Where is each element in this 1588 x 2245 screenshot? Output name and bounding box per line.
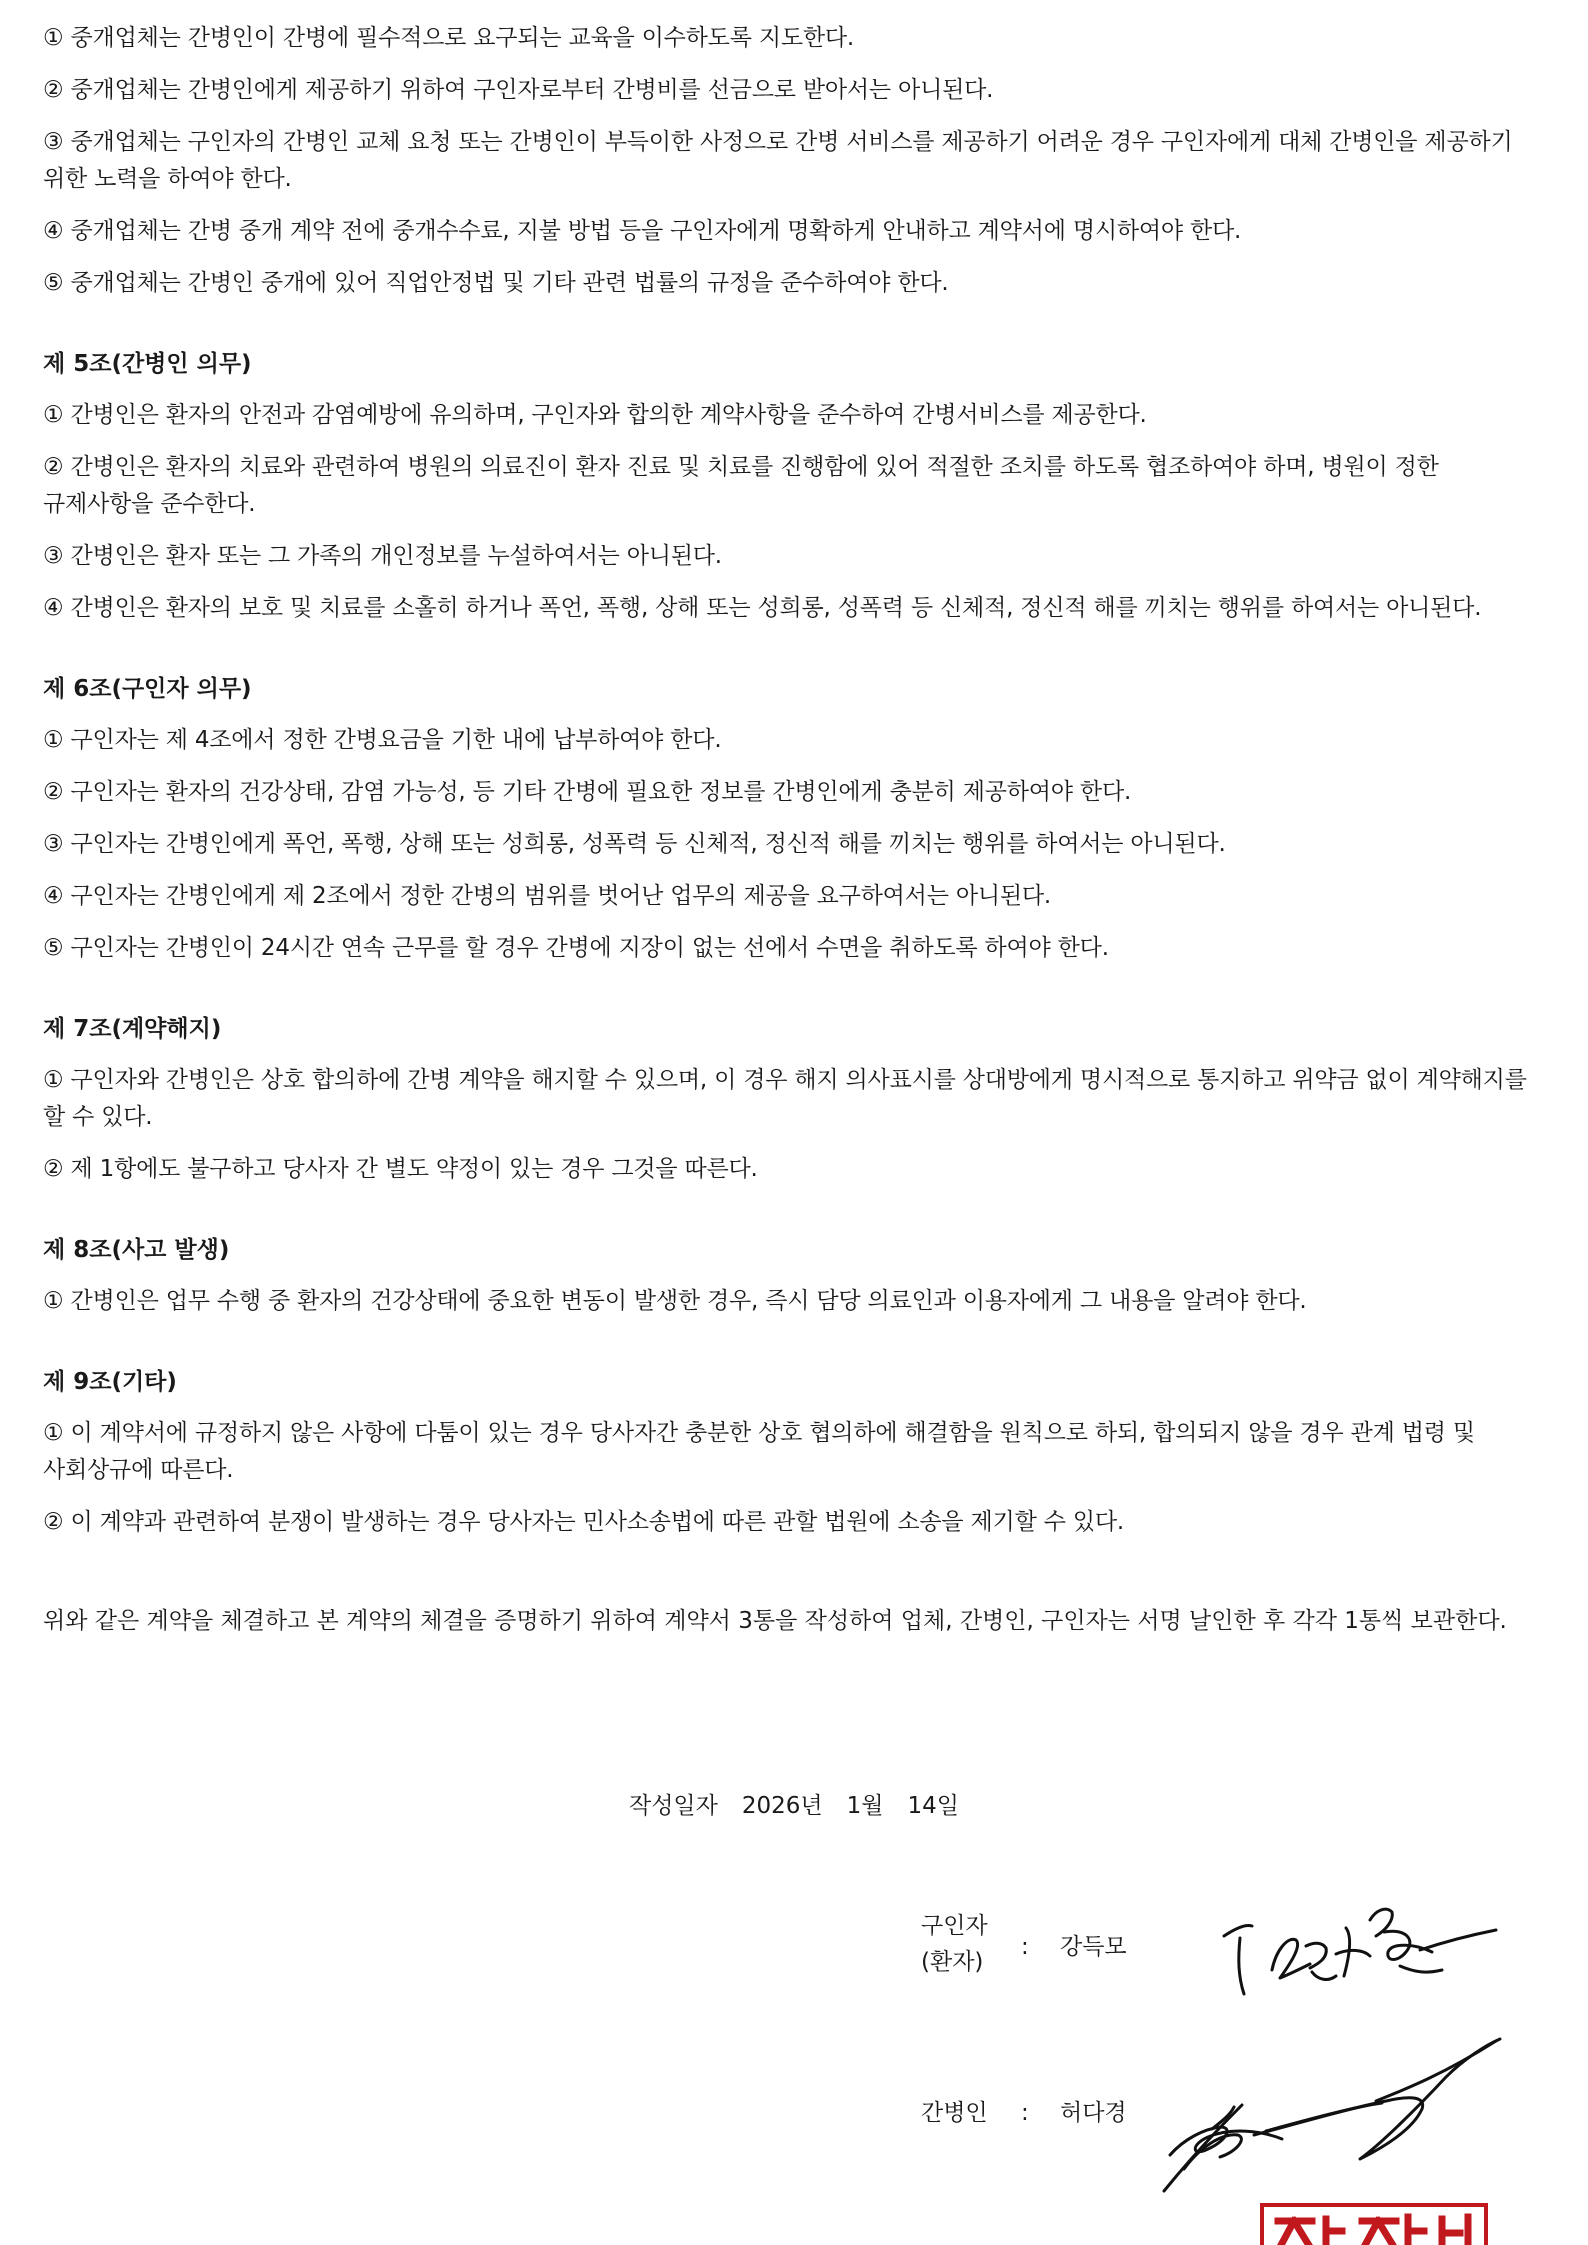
signatory-role-line: 간병인	[921, 2100, 988, 2126]
date-month: 1월	[846, 1793, 884, 1819]
clause-item: ⑤ 중개업체는 간병인 중개에 있어 직업안정법 및 기타 관련 법률의 규정을 준수하여야 한다.	[43, 270, 949, 296]
closing-statement: 위와 같은 계약을 체결하고 본 계약의 체결을 증명하기 위하여 계약서 3통을 작성하여 업체, 간병인, 구인자는 서명 날인한 후 각각 1통씩 보관한다.	[43, 1608, 1507, 1634]
clause-item: ④ 간병인은 환자의 보호 및 치료를 소홀히 하거나 폭언, 폭행, 상해 또는 성희롱, 성폭력 등 신체적, 정신적 해를 끼치는 행위를 하여서는 아니된다.	[43, 595, 1482, 621]
clause-item: ① 구인자와 간병인은 상호 합의하에 간병 계약을 해지할 수 있으며, 이 경우 해지 의사표시를 상대방에게 명시적으로 통지하고 위약금 없이 계약해지를 할 수 있다.	[43, 1067, 1527, 1130]
clause-item: ② 이 계약과 관련하여 분쟁이 발생하는 경우 당사자는 민사소송법에 따른 관할 법원에 소송을 제기할 수 있다.	[43, 1509, 1124, 1535]
section-article-9	[43, 1364, 1545, 1541]
section-heading: 제 7조(계약해지)	[43, 1016, 222, 1042]
intro-clauses	[43, 20, 1545, 302]
signatory-name: 허다경	[1060, 2100, 1127, 2126]
clause-item: ① 이 계약서에 규정하지 않은 사항에 다툼이 있는 경우 당사자간 충분한 상호 협의하에 해결함을 원칙으로 하되, 합의되지 않을 경우 관계 법령 및 사회상규에 따른다.	[43, 1420, 1475, 1483]
handwritten-signature-client	[1210, 1880, 1510, 2010]
section-heading: 제 8조(사고 발생)	[43, 1237, 230, 1263]
date-label: 작성일자	[629, 1793, 718, 1819]
clause-item: ① 간병인은 환자의 안전과 감염예방에 유의하며, 구인자와 합의한 계약사항을 준수하여 간병서비스를 제공한다.	[43, 402, 1147, 428]
clause-item: ② 간병인은 환자의 치료와 관련하여 병원의 의료진이 환자 진료 및 치료를 진행함에 있어 적절한 조치를 하도록 협조하여야 하며, 병원이 정한 규제사항을 준수한다.	[43, 454, 1439, 517]
section-article-6	[43, 671, 1545, 967]
clause-item: ③ 중개업체는 구인자의 간병인 교체 요청 또는 간병인이 부득이한 사정으로 간병 서비스를 제공하기 어려운 경우 구인자에게 대체 간병인을 제공하기 위한 노력을 하여야 한다.	[43, 129, 1513, 192]
signatory-role	[921, 1908, 988, 1980]
signatory-name: 강득모	[1060, 1934, 1127, 1960]
clause-item: ③ 간병인은 환자 또는 그 가족의 개인정보를 누설하여서는 아니된다.	[43, 543, 722, 569]
section-article-7	[43, 1011, 1545, 1188]
clause-item: ⑤ 구인자는 간병인이 24시간 연속 근무를 할 경우 간병에 지장이 없는 선에서 수면을 취하도록 하여야 한다.	[43, 935, 1109, 961]
section-article-8	[43, 1232, 1545, 1320]
clause-item: ① 구인자는 제 4조에서 정한 간병요금을 기한 내에 납부하여야 한다.	[43, 727, 722, 753]
signatory-role-line: 구인자	[921, 1913, 988, 1939]
clause-item: ① 간병인은 업무 수행 중 환자의 건강상태에 중요한 변동이 발생한 경우, 즉시 담당 의료인과 이용자에게 그 내용을 알려야 한다.	[43, 1288, 1307, 1314]
clause-item: ① 중개업체는 간병인이 간병에 필수적으로 요구되는 교육을 이수하도록 지도한다.	[43, 25, 855, 51]
clause-item: ④ 구인자는 간병인에게 제 2조에서 정한 간병의 범위를 벗어난 업무의 제공을 요구하여서는 아니된다.	[43, 883, 1052, 909]
section-heading: 제 5조(간병인 의무)	[43, 351, 252, 377]
date-line	[0, 1788, 1588, 1825]
clause-item: ④ 중개업체는 간병 중개 계약 전에 중개수수료, 지불 방법 등을 구인자에게 명확하게 안내하고 계약서에 명시하여야 한다.	[43, 218, 1242, 244]
clause-item: ② 제 1항에도 불구하고 당사자 간 별도 약정이 있는 경우 그것을 따른다.	[43, 1156, 758, 1182]
section-heading: 제 6조(구인자 의무)	[43, 676, 252, 702]
signatory-colon: :	[1021, 2100, 1029, 2126]
date-day: 14일	[907, 1793, 959, 1819]
signatory-role	[921, 2095, 988, 2131]
signatory-role-line: (환자)	[921, 1949, 984, 1975]
section-heading: 제 9조(기타)	[43, 1369, 177, 1395]
seal-glyphs	[1264, 2207, 1488, 2245]
handwritten-signature-caregiver	[1150, 2035, 1510, 2200]
signatory-colon: :	[1021, 1934, 1029, 1960]
clause-item: ② 구인자는 환자의 건강상태, 감염 가능성, 등 기타 간병에 필요한 정보를 간병인에게 충분히 제공하여야 한다.	[43, 779, 1132, 805]
date-year: 2026년	[741, 1793, 823, 1819]
section-article-5	[43, 346, 1545, 627]
company-seal-stamp	[1260, 2203, 1488, 2245]
contract-body	[43, 20, 1545, 1640]
clause-item: ② 중개업체는 간병인에게 제공하기 위하여 구인자로부터 간병비를 선금으로 받아서는 아니된다.	[43, 77, 994, 103]
clause-item: ③ 구인자는 간병인에게 폭언, 폭행, 상해 또는 성희롱, 성폭력 등 신체적, 정신적 해를 끼치는 행위를 하여서는 아니된다.	[43, 831, 1226, 857]
